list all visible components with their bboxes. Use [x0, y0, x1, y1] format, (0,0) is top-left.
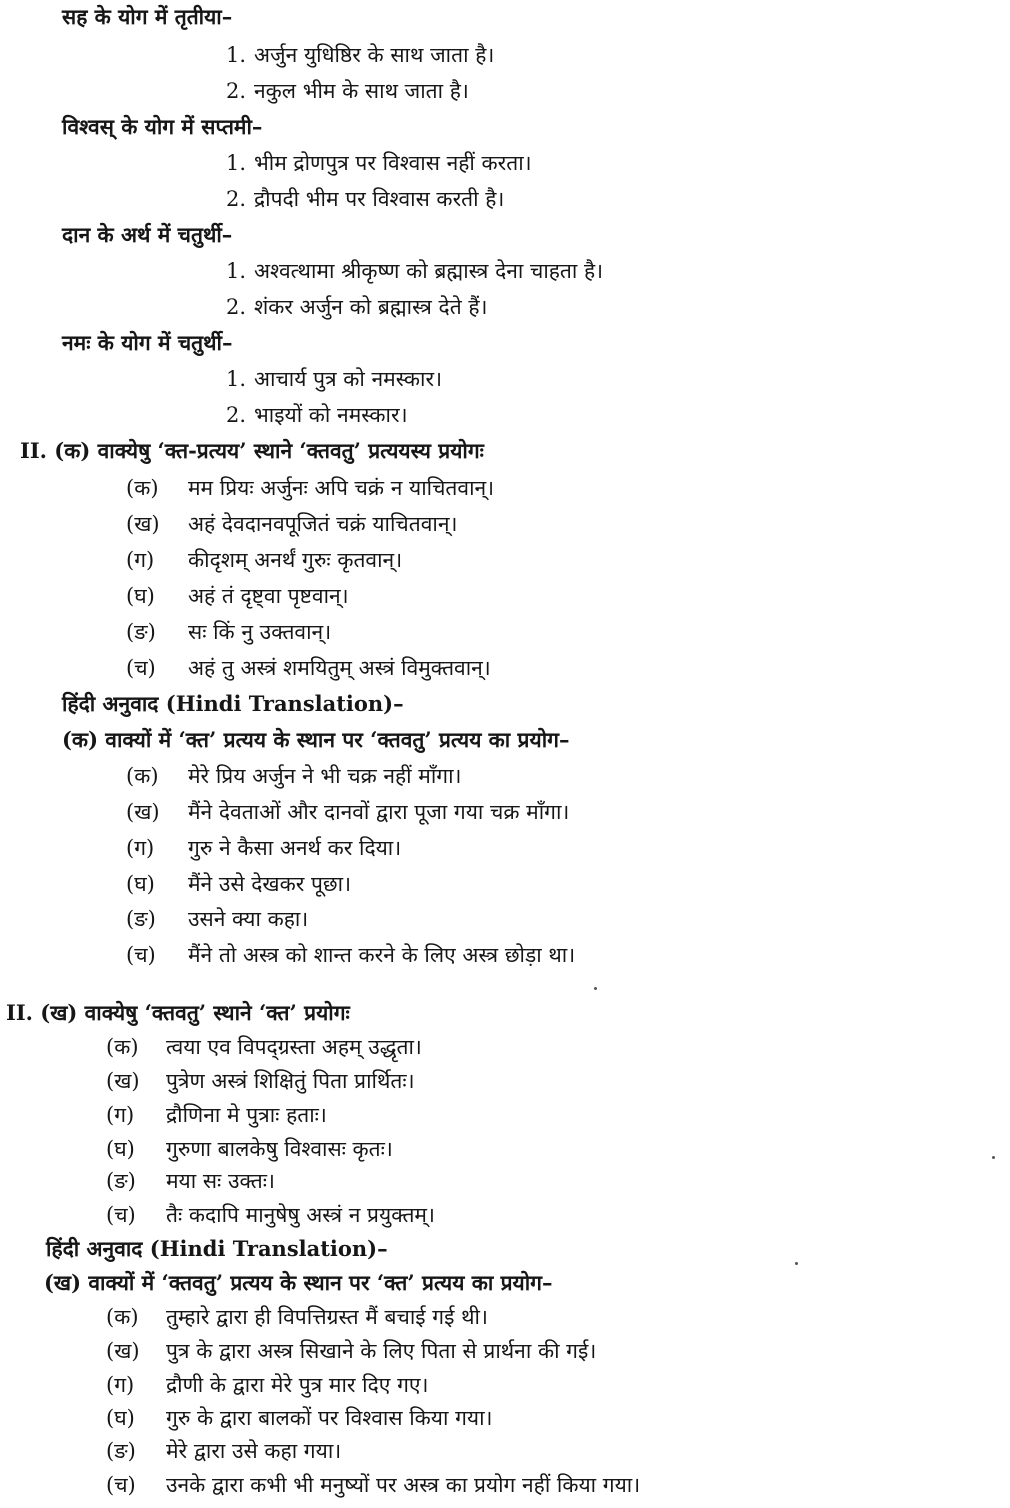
list-item	[106, 1470, 640, 1500]
heading-namah-chaturthi: नमः के योग में चतुर्थी–	[62, 330, 233, 355]
item-number: 2.	[226, 79, 247, 103]
list-item	[226, 148, 532, 178]
item-number: 1.	[226, 367, 247, 391]
list-item	[226, 184, 504, 214]
item-number: 2.	[226, 187, 247, 211]
item-text: अहं तं दृष्ट्वा पृष्टवान्।	[188, 584, 349, 608]
list-item	[106, 1302, 488, 1332]
item-marker: (क)	[126, 476, 159, 500]
item-marker: (च)	[126, 656, 156, 680]
list-item	[106, 1100, 327, 1130]
list-item	[226, 40, 494, 70]
list-item	[106, 1200, 435, 1230]
item-text: अर्जुन युधिष्ठिर के साथ जाता है।	[254, 43, 495, 67]
list-item	[106, 1336, 596, 1366]
item-marker: (ङ)	[106, 1169, 136, 1193]
list-item	[106, 1436, 341, 1466]
item-marker: (ग)	[106, 1373, 135, 1397]
item-text: आचार्य पुत्र को नमस्कार।	[254, 367, 443, 391]
list-item	[226, 292, 487, 322]
item-marker: (ख)	[126, 800, 160, 824]
item-text: मैंने तो अस्त्र को शान्त करने के लिए अस्त्र छोड़ा था।	[188, 943, 576, 967]
item-marker: (घ)	[126, 584, 155, 608]
item-marker: (ख)	[106, 1339, 140, 1363]
item-text: द्रौणी के द्वारा मेरे पुत्र मार दिए गए।	[166, 1373, 429, 1397]
item-number: 2.	[226, 295, 247, 319]
item-text: अहं देवदानवपूजितं चक्रं याचितवान्।	[188, 512, 458, 536]
list-item	[126, 904, 308, 934]
item-text: उनके द्वारा कभी भी मनुष्यों पर अस्त्र का प्रयोग नहीं किया गया।	[166, 1473, 641, 1497]
list-item	[126, 473, 494, 503]
item-text: भाइयों को नमस्कार।	[254, 403, 408, 427]
item-marker: (ङ)	[126, 620, 156, 644]
item-text: द्रौणिना मे पुत्राः हताः।	[166, 1103, 327, 1127]
item-text: भीम द्रोणपुत्र पर विश्वास नहीं करता।	[254, 151, 532, 175]
item-marker: (ग)	[126, 548, 155, 572]
item-text: उसने क्या कहा।	[188, 907, 309, 931]
section-title-2b: II. (ख) वाक्येषु ‘क्तवतु’ स्थाने ‘क्त’ प्रयोगः	[6, 1000, 350, 1025]
item-text: पुत्र के द्वारा अस्त्र सिखाने के लिए पिता से प्रार्थना की गई।	[166, 1339, 597, 1363]
list-item	[126, 833, 401, 863]
speck	[795, 1262, 798, 1265]
item-text: द्रौपदी भीम पर विश्वास करती है।	[254, 187, 505, 211]
section-title-2a: II. (क) वाक्येषु ‘क्त-प्रत्यय’ स्थाने ‘क्तवतु’ प्रत्ययस्य प्रयोगः	[20, 438, 484, 463]
list-item	[106, 1134, 393, 1164]
item-marker: (च)	[126, 943, 156, 967]
list-item	[106, 1032, 422, 1062]
list-item	[126, 509, 457, 539]
item-text: नकुल भीम के साथ जाता है।	[254, 79, 469, 103]
item-text: तुम्हारे द्वारा ही विपत्तिग्रस्त मैं बचाई गई थी।	[166, 1305, 488, 1329]
list-item	[226, 400, 408, 430]
translation-title-2a: (क) वाक्यों में ‘क्त’ प्रत्यय के स्थान पर ‘क्तवतु’ प्रत्यय का प्रयोग–	[62, 727, 570, 752]
translation-title-2b: (ख) वाक्यों में ‘क्तवतु’ प्रत्यय के स्थान पर ‘क्त’ प्रत्यय का प्रयोग–	[44, 1270, 553, 1295]
list-item	[106, 1066, 415, 1096]
item-text: शंकर अर्जुन को ब्रह्मास्त्र देते हैं।	[254, 295, 488, 319]
translation-hindi-label: हिंदी अनुवाद	[62, 691, 159, 716]
translation-english-label: (Hindi Translation)–	[149, 1236, 388, 1261]
item-text: मेरे प्रिय अर्जुन ने भी चक्र नहीं माँगा।	[188, 764, 462, 788]
item-text: गुरुणा बालकेषु विश्वासः कृतः।	[166, 1137, 393, 1161]
item-text: सः किं नु उक्तवान्।	[188, 620, 332, 644]
speck	[594, 987, 597, 990]
list-item	[126, 869, 351, 899]
item-marker: (ग)	[126, 836, 155, 860]
item-marker: (घ)	[106, 1137, 135, 1161]
item-marker: (क)	[106, 1035, 139, 1059]
item-marker: (च)	[106, 1203, 136, 1227]
list-item	[226, 76, 469, 106]
item-marker: (क)	[126, 764, 159, 788]
list-item	[126, 797, 569, 827]
item-marker: (ग)	[106, 1103, 135, 1127]
item-text: मैंने देवताओं और दानवों द्वारा पूजा गया चक्र माँगा।	[188, 800, 570, 824]
heading-saha-tritiya: सह के योग में तृतीया–	[62, 4, 233, 29]
item-number: 1.	[226, 259, 247, 283]
list-item	[126, 545, 402, 575]
item-text: अहं तु अस्त्रं शमयितुम् अस्त्रं विमुक्तवान्।	[188, 656, 491, 680]
translation-english-label: (Hindi Translation)–	[165, 691, 404, 716]
item-number: 2.	[226, 403, 247, 427]
list-item	[126, 761, 462, 791]
heading-vishvas-saptami: विश्वस् के योग में सप्तमी–	[62, 114, 263, 139]
list-item	[126, 581, 349, 611]
translation-heading	[62, 689, 404, 719]
item-text: गुरु ने कैसा अनर्थ कर दिया।	[188, 836, 402, 860]
item-marker: (च)	[106, 1473, 136, 1497]
item-text: मैंने उसे देखकर पूछा।	[188, 872, 352, 896]
item-marker: (घ)	[126, 872, 155, 896]
list-item	[126, 940, 575, 970]
item-marker: (ख)	[106, 1069, 140, 1093]
item-text: पुत्रेण अस्त्रं शिक्षितुं पिता प्रार्थितः।	[166, 1069, 415, 1093]
item-number: 1.	[226, 43, 247, 67]
heading-daan-chaturthi: दान के अर्थ में चतुर्थी–	[62, 222, 233, 247]
item-text: गुरु के द्वारा बालकों पर विश्वास किया गया।	[166, 1406, 493, 1430]
speck	[992, 1156, 995, 1159]
list-item	[106, 1370, 428, 1400]
item-text: अश्वत्थामा श्रीकृष्ण को ब्रह्मास्त्र देना चाहता है।	[254, 259, 604, 283]
item-text: कीदृशम् अनर्थं गुरुः कृतवान्।	[188, 548, 403, 572]
item-text: तैः कदापि मानुषेषु अस्त्रं न प्रयुक्तम्।	[166, 1203, 435, 1227]
list-item	[106, 1403, 492, 1433]
item-text: मम प्रियः अर्जुनः अपि चक्रं न याचितवान्।	[188, 476, 495, 500]
item-text: मेरे द्वारा उसे कहा गया।	[166, 1439, 342, 1463]
item-text: मया सः उक्तः।	[166, 1169, 275, 1193]
list-item	[106, 1166, 275, 1196]
item-marker: (ङ)	[106, 1439, 136, 1463]
list-item	[126, 617, 331, 647]
list-item	[226, 256, 603, 286]
item-text: त्वया एव विपद्ग्रस्ता अहम् उद्धृता।	[166, 1035, 422, 1059]
item-marker: (ङ)	[126, 907, 156, 931]
list-item	[126, 653, 491, 683]
item-marker: (घ)	[106, 1406, 135, 1430]
translation-hindi-label: हिंदी अनुवाद	[46, 1236, 143, 1261]
translation-heading	[46, 1234, 388, 1264]
item-marker: (ख)	[126, 512, 160, 536]
list-item	[226, 364, 442, 394]
item-number: 1.	[226, 151, 247, 175]
item-marker: (क)	[106, 1305, 139, 1329]
